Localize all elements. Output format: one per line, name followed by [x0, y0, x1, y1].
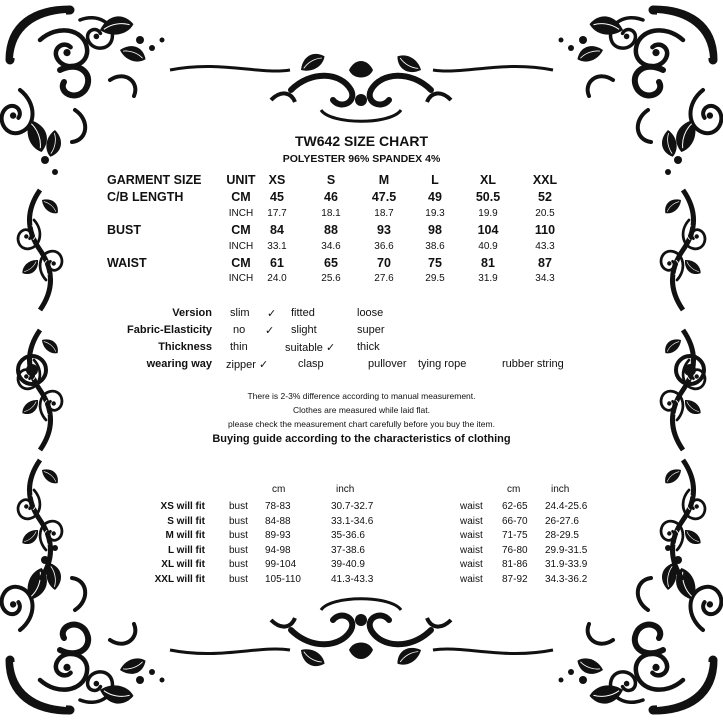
cm-value: 81 [481, 256, 495, 270]
inch-value: 25.6 [321, 273, 341, 284]
bust-inch: 41.3-43.3 [331, 574, 374, 585]
cm-value: 65 [324, 256, 338, 270]
inch-value: 33.1 [267, 241, 287, 252]
bust-label: bust [229, 516, 248, 527]
inch-value: 38.6 [425, 241, 445, 252]
check-mark: ✓ [265, 325, 275, 337]
bust-inch: 37-38.6 [331, 545, 365, 556]
fit-size-label: M will fit [165, 530, 205, 541]
size-header: L [431, 173, 439, 187]
cm-value: 45 [270, 190, 284, 204]
buying-guide-title: Buying guide according to the characteristics of clothing [212, 433, 511, 445]
cm-value: 93 [377, 223, 391, 237]
property-option: no [233, 324, 246, 336]
size-header: XXL [532, 173, 558, 187]
waist-cm: 66-70 [502, 516, 528, 527]
bust-inch: 30.7-32.7 [331, 501, 374, 512]
inch-value: 20.5 [535, 208, 555, 219]
note-line: Clothes are measured while laid flat. [292, 405, 430, 415]
note-line: please check the measurement chart carefully before you buy the item. [228, 419, 495, 429]
chart-title: TW642 SIZE CHART [294, 133, 428, 149]
unit-inch: INCH [228, 241, 254, 252]
inch-header: inch [336, 484, 355, 495]
bust-label: bust [229, 545, 248, 556]
waist-inch: 26-27.6 [545, 516, 579, 527]
bust-label: bust [229, 559, 248, 570]
cm-header: cm [272, 484, 286, 495]
waist-label: waist [460, 574, 483, 585]
unit-inch: INCH [228, 273, 254, 284]
property-option: slim [230, 307, 250, 319]
bust-inch: 33.1-34.6 [331, 516, 374, 527]
property-option: fitted [291, 307, 315, 319]
inch-value: 29.5 [425, 273, 445, 284]
size-header: S [326, 173, 336, 187]
bust-cm: 94-98 [265, 545, 291, 556]
inch-value: 43.3 [535, 241, 555, 252]
inch-value: 19.9 [478, 208, 498, 219]
property-option: super [357, 324, 385, 336]
property-option: thick [357, 341, 380, 353]
waist-inch: 29.9-31.5 [545, 545, 588, 556]
cm-value: 98 [428, 223, 442, 237]
waist-label: waist [460, 545, 483, 556]
cm-value: 88 [324, 223, 338, 237]
inch-value: 34.3 [535, 273, 555, 284]
property-label: Version [172, 307, 212, 319]
waist-cm: 76-80 [502, 545, 528, 556]
property-option: rubber string [502, 358, 564, 370]
bust-cm: 78-83 [265, 501, 291, 512]
inch-value: 18.7 [374, 208, 394, 219]
fit-size-label: XXL will fit [154, 574, 205, 585]
waist-cm: 81-86 [502, 559, 528, 570]
size-header: XL [480, 173, 496, 187]
inch-value: 31.9 [478, 273, 498, 284]
cm-value: 49 [428, 190, 442, 204]
fit-size-label: XS will fit [160, 501, 205, 512]
bust-label: bust [229, 501, 248, 512]
waist-cm: 62-65 [502, 501, 528, 512]
property-option: zipper ✓ [226, 359, 269, 371]
cm-value: 110 [534, 223, 556, 237]
cm-value: 70 [377, 256, 391, 270]
cm-value: 46 [324, 190, 338, 204]
property-option: loose [357, 307, 384, 319]
property-label: Fabric-Elasticity [127, 324, 212, 336]
measurement-row-label: BUST [107, 223, 142, 237]
fit-size-label: XL will fit [161, 559, 205, 570]
cm-value: 75 [428, 256, 442, 270]
cm-value: 47.5 [371, 190, 397, 204]
waist-label: waist [460, 501, 483, 512]
inch-value: 27.6 [374, 273, 394, 284]
size-header: M [378, 173, 390, 187]
note-line: There is 2-3% difference according to manual measurement. [247, 391, 476, 401]
size-header: XS [268, 173, 286, 187]
bust-cm: 89-93 [265, 530, 291, 541]
property-option: tying rope [418, 358, 467, 370]
unit-cm: CM [231, 223, 251, 237]
inch-value: 17.7 [267, 208, 287, 219]
inch-value: 24.0 [267, 273, 287, 284]
unit-cm: CM [231, 256, 251, 270]
waist-inch: 31.9-33.9 [545, 559, 588, 570]
property-label: Thickness [158, 341, 212, 353]
unit-header: UNIT [226, 173, 256, 187]
inch-value: 34.6 [321, 241, 341, 252]
bust-label: bust [229, 530, 248, 541]
cm-value: 50.5 [475, 190, 501, 204]
inch-value: 19.3 [425, 208, 445, 219]
cm-value: 52 [538, 190, 552, 204]
unit-inch: INCH [228, 208, 254, 219]
cm-header: cm [507, 484, 521, 495]
property-label: wearing way [146, 358, 212, 370]
inch-value: 36.6 [374, 241, 394, 252]
cm-value: 104 [477, 223, 499, 237]
bust-cm: 105-110 [265, 574, 301, 585]
bust-inch: 35-36.6 [331, 530, 365, 541]
cm-value: 84 [270, 223, 284, 237]
cm-value: 61 [270, 256, 284, 270]
unit-cm: CM [231, 190, 251, 204]
waist-inch: 34.3-36.2 [545, 574, 588, 585]
property-option: slight [291, 324, 317, 336]
cm-value: 87 [538, 256, 552, 270]
waist-label: waist [460, 530, 483, 541]
bust-inch: 39-40.9 [331, 559, 365, 570]
check-mark: ✓ [267, 308, 277, 320]
fit-size-label: L will fit [167, 545, 205, 556]
fit-size-label: S will fit [167, 516, 205, 527]
waist-cm: 87-92 [502, 574, 528, 585]
bust-cm: 99-104 [265, 559, 297, 570]
waist-label: waist [460, 516, 483, 527]
property-option: thin [230, 341, 248, 353]
inch-value: 40.9 [478, 241, 498, 252]
property-option: suitable ✓ [285, 342, 336, 354]
measurement-row-label: WAIST [107, 256, 147, 270]
waist-cm: 71-75 [502, 530, 528, 541]
waist-inch: 28-29.5 [545, 530, 579, 541]
inch-value: 18.1 [321, 208, 341, 219]
waist-inch: 24.4-25.6 [545, 501, 588, 512]
property-option: pullover [368, 358, 407, 370]
property-option: clasp [298, 358, 324, 370]
material-composition: POLYESTER 96% SPANDEX 4% [282, 153, 441, 165]
waist-label: waist [460, 559, 483, 570]
garment-size-header: GARMENT SIZE [107, 173, 202, 187]
bust-label: bust [229, 574, 248, 585]
inch-header: inch [551, 484, 570, 495]
measurement-row-label: C/B LENGTH [107, 190, 184, 204]
bust-cm: 84-88 [265, 516, 291, 527]
